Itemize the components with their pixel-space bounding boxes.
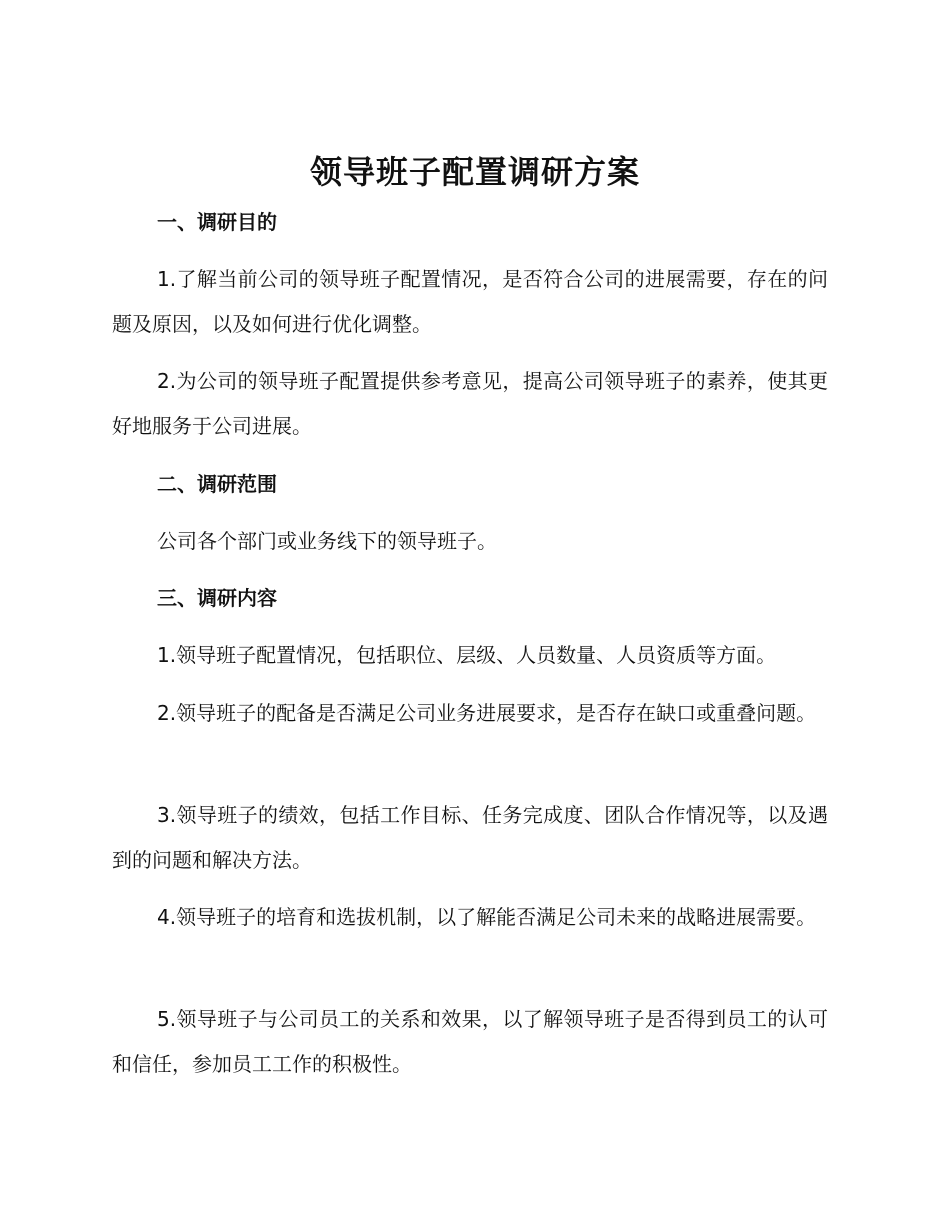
paragraph-content-3: 3.领导班子的绩效，包括工作目标、任务完成度、团队合作情况等，以及遇到的问题和解决方法。 xyxy=(112,803,828,872)
page-title: 领导班子配置调研方案 xyxy=(309,153,640,191)
section-heading-scope: 二、调研范围 xyxy=(157,472,277,496)
paragraph-content-4: 4.领导班子的培育和选拔机制，以了解能否满足公司未来的战略进展需要。 xyxy=(157,905,817,929)
paragraph-content-2: 2.领导班子的配备是否满足公司业务进展要求，是否存在缺口或重叠问题。 xyxy=(157,701,817,725)
paragraph-content-5: 5.领导班子与公司员工的关系和效果，以了解领导班子是否得到员工的认可和信任，参加员工工作的积极性。 xyxy=(112,1007,828,1076)
paragraph-purpose-2: 2.为公司的领导班子配置提供参考意见，提高公司领导班子的素养，使其更好地服务于公司进展。 xyxy=(112,369,828,438)
paragraph-scope-1: 公司各个部门或业务线下的领导班子。 xyxy=(157,529,497,553)
paragraph-purpose-1: 1.了解当前公司的领导班子配置情况，是否符合公司的进展需要，存在的问题及原因，以及如何进行优化调整。 xyxy=(112,267,828,336)
section-heading-content: 三、调研内容 xyxy=(157,586,277,610)
section-heading-purpose: 一、调研目的 xyxy=(157,210,277,234)
paragraph-content-1: 1.领导班子配置情况，包括职位、层级、人员数量、人员资质等方面。 xyxy=(157,643,777,667)
